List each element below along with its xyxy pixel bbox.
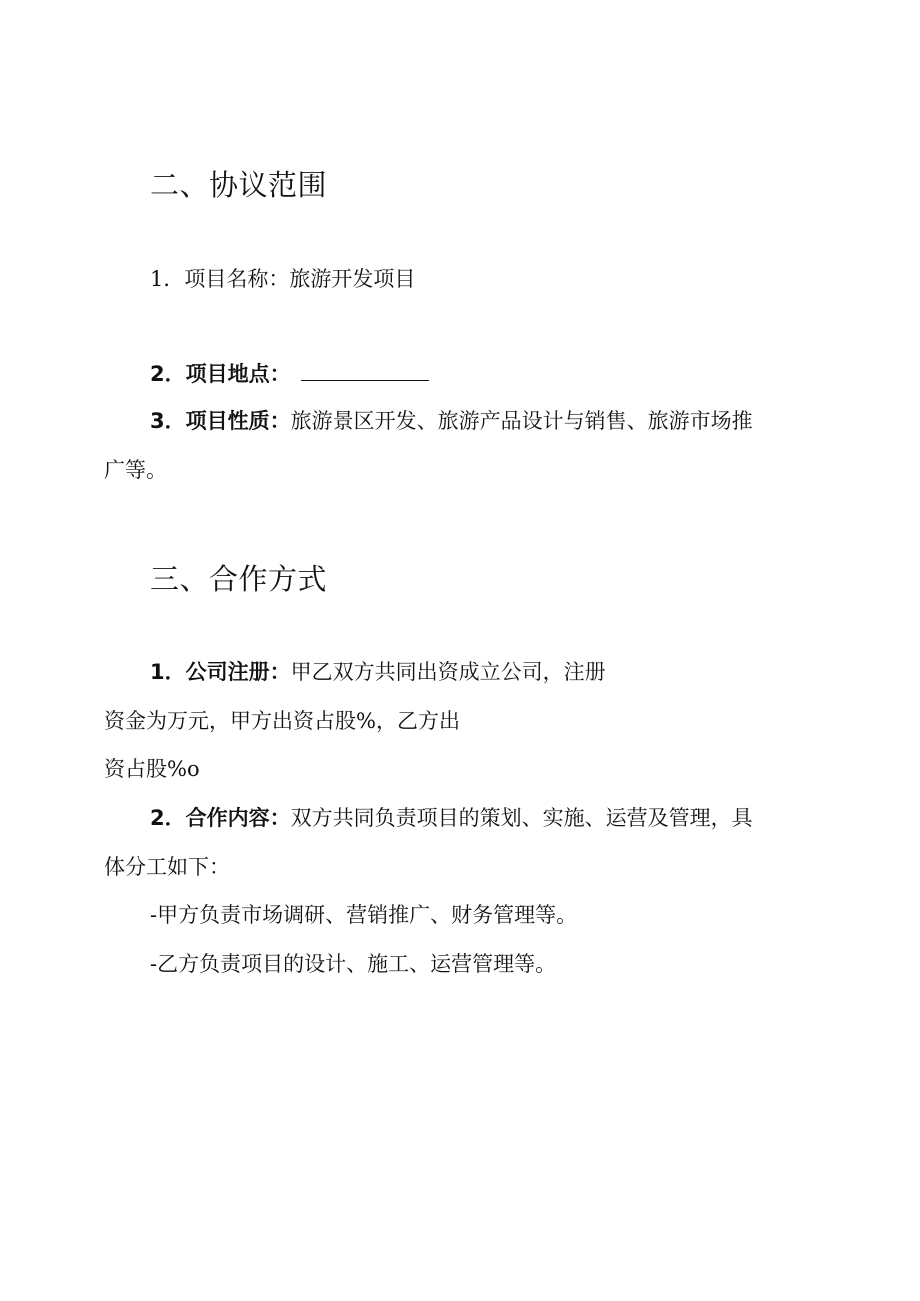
scope-item-project-name: [150, 269, 415, 290]
division-bullet-party-b: -乙方负责项目的设计、施工、运营管理等。: [150, 952, 557, 976]
item-label: 2．合作内容：: [150, 806, 291, 830]
scope-item-project-location: [150, 362, 429, 385]
item-label: 3．项目性质：: [150, 409, 291, 433]
item-label: 1．公司注册：: [150, 660, 291, 684]
cooperation-content-line2: 体分工如下：: [104, 855, 230, 879]
fill-in-blank: [301, 362, 429, 381]
item-text: 双方共同负责项目的策划、实施、运营及管理，具: [290, 806, 753, 830]
division-bullet-party-a: -甲方负责市场调研、营销推广、财务管理等。: [150, 903, 578, 927]
item-label: 2．项目地点：: [150, 362, 291, 386]
item-text: 旅游开发项目: [289, 267, 416, 291]
section-heading-agreement-scope: 二、协议范围: [150, 168, 328, 202]
cooperation-item-content: [150, 808, 753, 829]
section-heading-cooperation-method: 三、合作方式: [150, 562, 328, 596]
scope-item-project-nature: [150, 411, 753, 432]
scope-item-project-nature-continued: 广等。: [104, 458, 167, 482]
company-registration-line2: 资金为万元，甲方出资占股%，乙方出: [104, 709, 460, 733]
item-label: 1．项目名称：: [150, 267, 290, 291]
item-text: 甲乙双方共同出资成立公司，注册: [290, 660, 606, 684]
item-text: 旅游景区开发、旅游产品设计与销售、旅游市场推: [290, 409, 753, 433]
cooperation-item-company-registration: [150, 662, 606, 683]
company-registration-line3: 资占股%o: [104, 757, 200, 781]
